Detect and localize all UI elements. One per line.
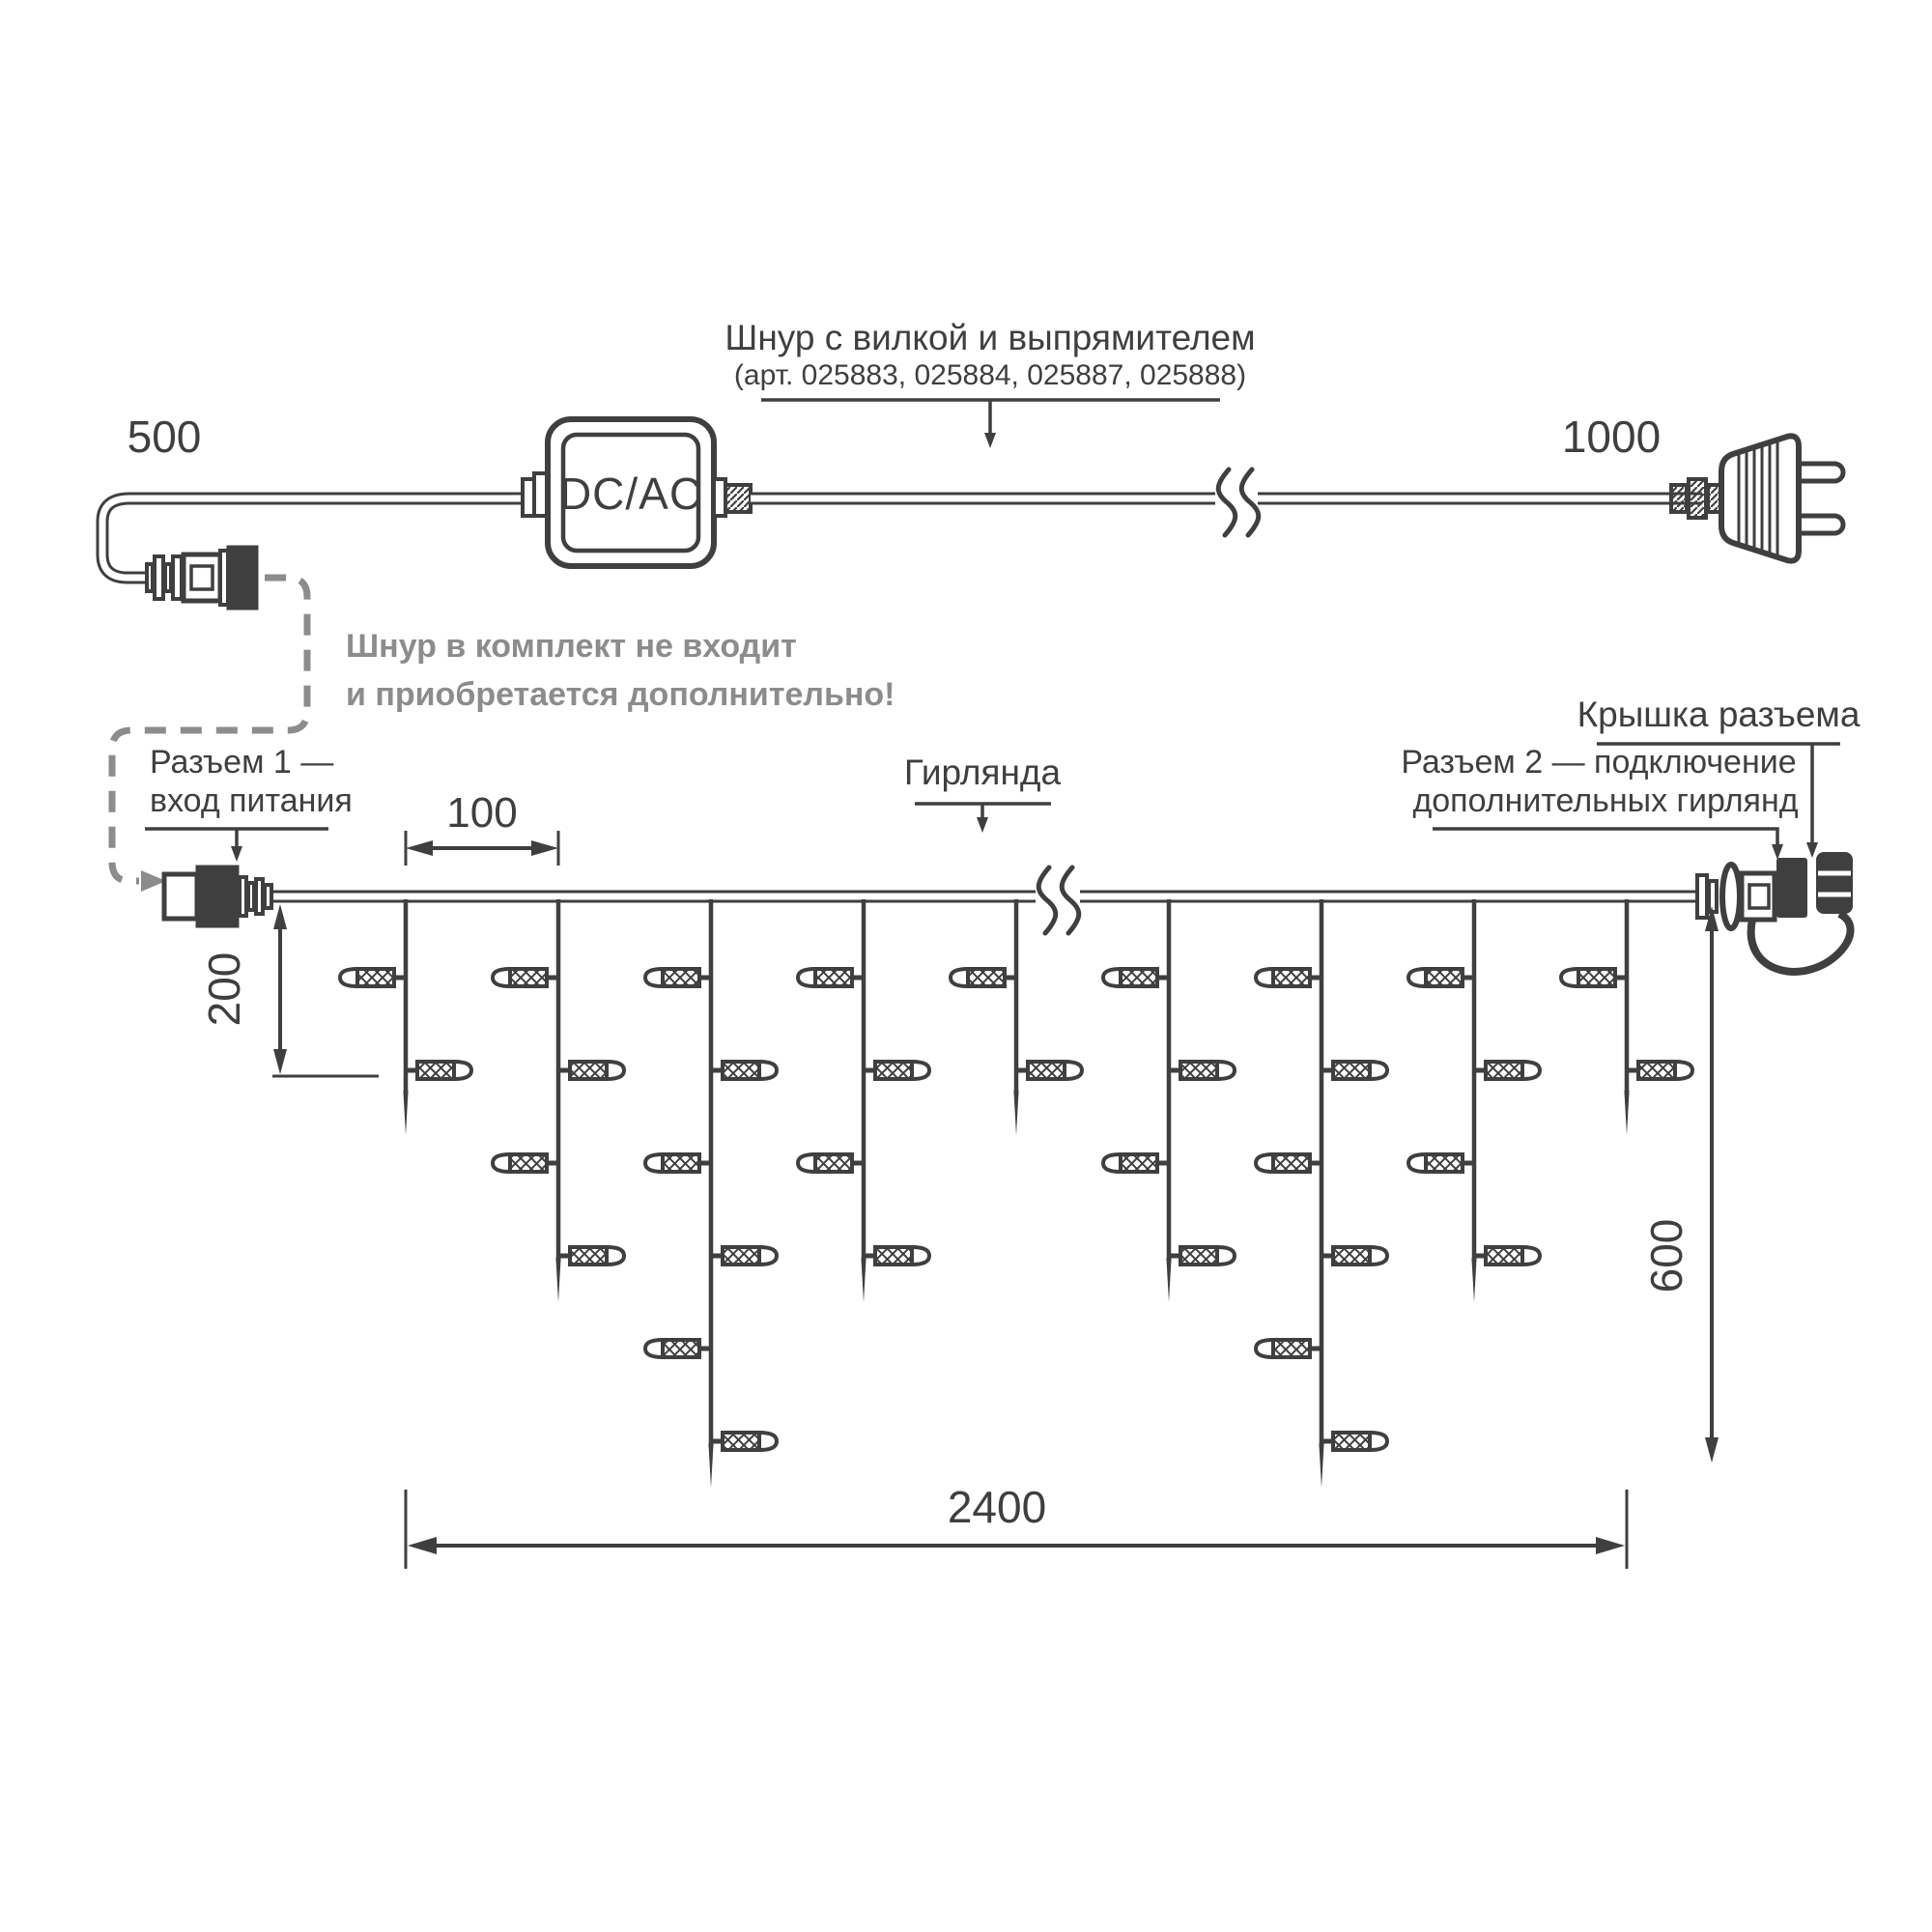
led-bulb-icon — [1103, 969, 1169, 986]
connector2-label-line1: Разъем 2 — подключение — [1401, 744, 1797, 781]
led-bulb-icon — [1474, 1062, 1540, 1079]
led-bulb-icon — [493, 1154, 558, 1172]
garland-drop — [1561, 899, 1692, 1135]
led-bulb-icon — [645, 1340, 711, 1357]
dim-200 — [199, 904, 379, 1076]
led-bulb-icon — [1103, 1154, 1169, 1172]
garland-drop — [951, 899, 1082, 1135]
connector2-extension — [1697, 852, 1853, 972]
connector2-callout — [1401, 744, 1798, 860]
drop-tip — [1013, 1091, 1018, 1135]
connector2-label-line2: дополнительных гирлянд — [1412, 782, 1799, 819]
led-bulb-icon — [493, 969, 558, 986]
cord-callout-articles: (арт. 025883, 025884, 025887, 025888) — [733, 359, 1247, 391]
garland-drop — [798, 899, 929, 1302]
drop-tip — [708, 1443, 713, 1488]
not-included-note — [346, 628, 895, 713]
dim-100 — [406, 789, 558, 866]
led-bulb-icon — [864, 1062, 929, 1079]
led-bulb-icon — [558, 1247, 624, 1264]
arrow-down-icon — [1806, 842, 1818, 858]
dashed-connection-path — [112, 578, 307, 892]
led-bulb-icon — [1627, 1062, 1692, 1079]
connector-cap-icon — [1816, 852, 1853, 914]
break-mark-icon — [1218, 469, 1236, 535]
led-bulb-icon — [798, 969, 864, 986]
garland-drop — [340, 899, 471, 1135]
connector1-power-input — [164, 867, 271, 926]
arrow-down-icon — [977, 817, 988, 833]
dim-1000-label: 1000 — [1561, 412, 1662, 462]
garland-drop — [1256, 899, 1387, 1488]
dim-200-label: 200 — [199, 952, 249, 1027]
arrow-right-icon — [1596, 1537, 1625, 1554]
led-bulb-icon — [1408, 1154, 1474, 1172]
led-bulb-icon — [1321, 1433, 1387, 1450]
garland-drop — [1408, 899, 1540, 1302]
break-mark-icon — [1062, 867, 1079, 933]
garland-drop — [1103, 899, 1235, 1302]
drop-tip — [1319, 1443, 1323, 1488]
arrow-down-icon — [984, 433, 996, 448]
drop-tip — [555, 1258, 560, 1302]
cap-label: Крышка разъема — [1577, 695, 1861, 734]
led-bulb-icon — [1321, 1247, 1387, 1264]
led-bulb-icon — [1474, 1247, 1540, 1264]
led-bulb-icon — [558, 1062, 624, 1079]
led-bulb-icon — [798, 1154, 864, 1172]
arrow-down-icon — [231, 846, 242, 862]
arrow-down-icon — [1772, 844, 1783, 860]
led-bulb-icon — [1408, 969, 1474, 986]
note-line-2: и приобретается дополнительно! — [346, 676, 895, 713]
led-bulb-icon — [1321, 1062, 1387, 1079]
led-bulb-icon — [645, 1154, 711, 1172]
drop-tip — [861, 1258, 866, 1302]
dim-600 — [1641, 906, 1719, 1463]
led-bulb-icon — [340, 969, 406, 986]
dim-500-label: 500 — [127, 412, 202, 462]
drop-tip — [403, 1091, 408, 1135]
led-bulb-icon — [1561, 969, 1627, 986]
dim-600-label: 600 — [1641, 1218, 1691, 1293]
cord-output-connector — [147, 547, 257, 609]
connector1-label-line1: Разъем 1 — — [150, 744, 334, 781]
cap-cord-loop — [1751, 914, 1851, 972]
dim-2400-label: 2400 — [947, 1482, 1047, 1532]
led-bulb-icon — [1169, 1247, 1235, 1264]
dc-ac-converter-box — [523, 419, 751, 566]
garland-label: Гирлянда — [903, 753, 1062, 792]
led-bulb-icon — [645, 969, 711, 986]
note-line-1: Шнур в комплект не входит — [346, 628, 797, 665]
led-bulb-icon — [864, 1247, 929, 1264]
led-bulb-icon — [1256, 1340, 1321, 1357]
led-bulb-icon — [711, 1433, 777, 1450]
drop-tip — [1166, 1258, 1171, 1302]
led-bulb-icon — [951, 969, 1016, 986]
garland-drop — [645, 899, 777, 1488]
arrow-right-icon — [531, 840, 558, 856]
cord-callout — [724, 318, 1255, 448]
drop-tip — [1471, 1258, 1476, 1302]
garland-drops — [340, 899, 1692, 1488]
led-bulb-icon — [1016, 1062, 1082, 1079]
arrow-left-icon — [406, 840, 433, 856]
led-bulb-icon — [1256, 969, 1321, 986]
led-bulb-icon — [1256, 1154, 1321, 1172]
dim-2400 — [406, 1482, 1627, 1569]
drop-tip — [1624, 1091, 1629, 1135]
cord-callout-title: Шнур с вилкой и выпрямителем — [724, 318, 1256, 357]
break-mark-icon — [1038, 867, 1056, 933]
led-bulb-icon — [711, 1247, 777, 1264]
arrow-down-icon — [1705, 1437, 1719, 1463]
arrow-left-icon — [408, 1537, 437, 1554]
arrow-down-icon — [273, 1049, 287, 1074]
led-bulb-icon — [711, 1062, 777, 1079]
led-bulb-icon — [1169, 1062, 1235, 1079]
arrow-up-icon — [273, 904, 287, 929]
dim-100-label: 100 — [446, 789, 518, 837]
garland-wire — [273, 867, 1700, 933]
cable-right — [751, 469, 1702, 535]
connector1-callout — [145, 744, 353, 862]
converter-label: DC/AC — [558, 469, 703, 519]
led-bulb-icon — [406, 1062, 471, 1079]
mains-plug-icon — [1671, 436, 1843, 560]
garland-callout — [904, 753, 1062, 833]
garland-drop — [493, 899, 624, 1302]
break-mark-icon — [1241, 469, 1259, 535]
connector1-label-line2: вход питания — [150, 782, 353, 819]
